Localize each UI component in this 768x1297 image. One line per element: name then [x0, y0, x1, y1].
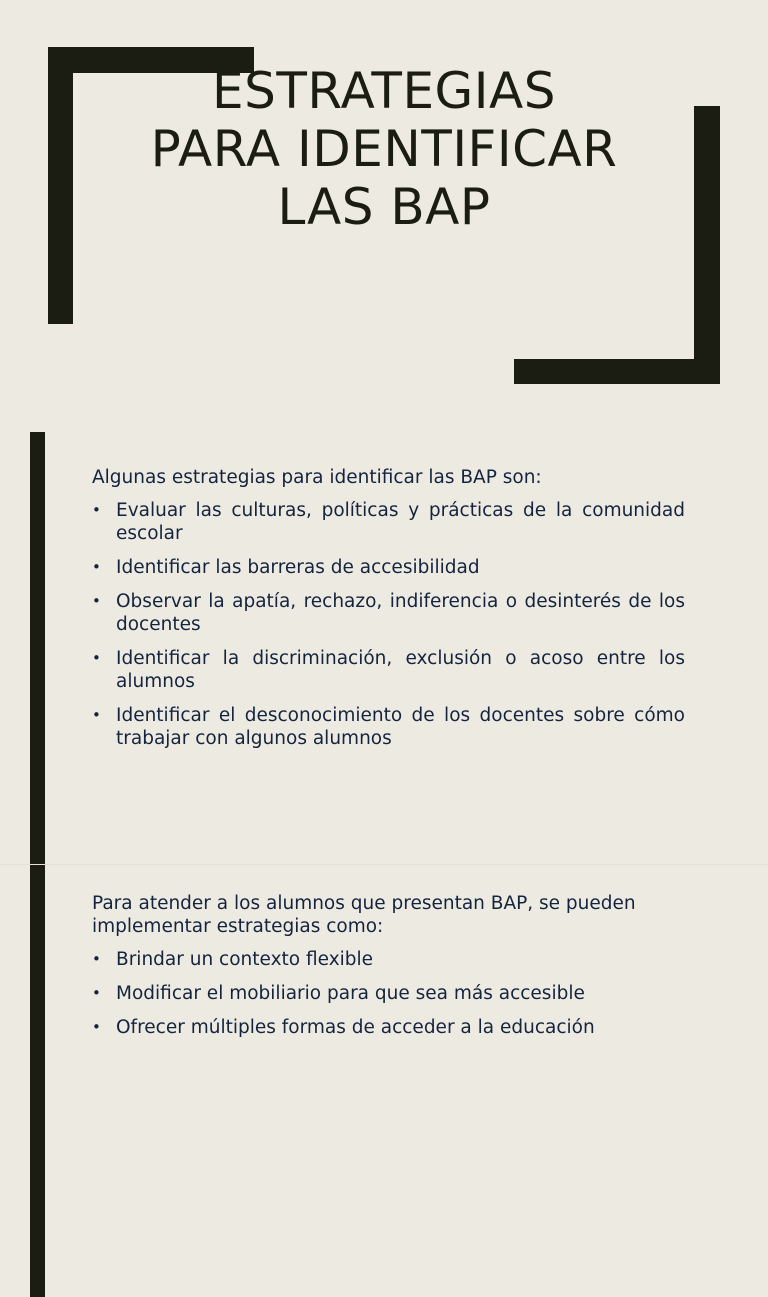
intro-text: Para atender a los alumnos que presentan BAP, se pueden implementar estrategias como: — [92, 893, 636, 937]
list-item-text: Evaluar las culturas, políticas y prácticas de la comunidad escolar — [116, 500, 685, 544]
title-slide — [0, 0, 768, 432]
bullet-icon: • — [92, 984, 101, 1002]
intro-text: Algunas estrategias para identificar las BAP son: — [92, 467, 542, 488]
list-item — [92, 982, 685, 1005]
list-item-text: Brindar un contexto flexible — [116, 949, 374, 970]
identify-strategies-slide — [0, 432, 768, 864]
bullet-icon: • — [92, 950, 101, 968]
frame-corner-bottom-right-vertical — [694, 106, 720, 384]
bullet-icon: • — [92, 501, 101, 519]
attend-strategies-slide — [0, 865, 768, 1297]
frame-corner-top-left-vertical — [48, 47, 73, 324]
list-item — [92, 647, 685, 693]
slide-content — [92, 892, 685, 1050]
list-item — [92, 948, 685, 971]
slide-content — [92, 466, 685, 761]
title-line-1: ESTRATEGIAS — [212, 62, 556, 120]
list-item-text: Ofrecer múltiples formas de acceder a la educación — [116, 1017, 595, 1038]
list-item-text: Identificar la discriminación, exclusión o acoso entre los alumnos — [116, 648, 685, 692]
list-item — [92, 556, 685, 579]
title-line-2: PARA IDENTIFICAR — [150, 120, 618, 178]
frame-corner-bottom-right-horizontal — [514, 359, 720, 384]
list-item-text: Modificar el mobiliario para que sea más accesible — [116, 983, 585, 1004]
bullet-icon: • — [92, 649, 101, 667]
accent-bar — [30, 432, 45, 864]
list-item-text: Observar la apatía, rechazo, indiferencia o desinterés de los docentes — [116, 591, 685, 635]
bullet-icon: • — [92, 1018, 101, 1036]
list-item — [92, 1016, 685, 1039]
bullet-icon: • — [92, 592, 101, 610]
slide-title — [84, 62, 684, 236]
list-item — [92, 499, 685, 545]
list-item — [92, 704, 685, 750]
title-line-3: LAS BAP — [277, 178, 491, 236]
bullet-icon: • — [92, 706, 101, 724]
bullet-list — [92, 499, 685, 750]
bullet-icon: • — [92, 558, 101, 576]
list-item — [92, 590, 685, 636]
accent-bar — [30, 865, 45, 1297]
list-item-text: Identificar las barreras de accesibilidad — [116, 557, 480, 578]
list-item-text: Identificar el desconocimiento de los docentes sobre cómo trabajar con algunos alumnos — [116, 705, 685, 749]
bullet-list — [92, 948, 685, 1039]
